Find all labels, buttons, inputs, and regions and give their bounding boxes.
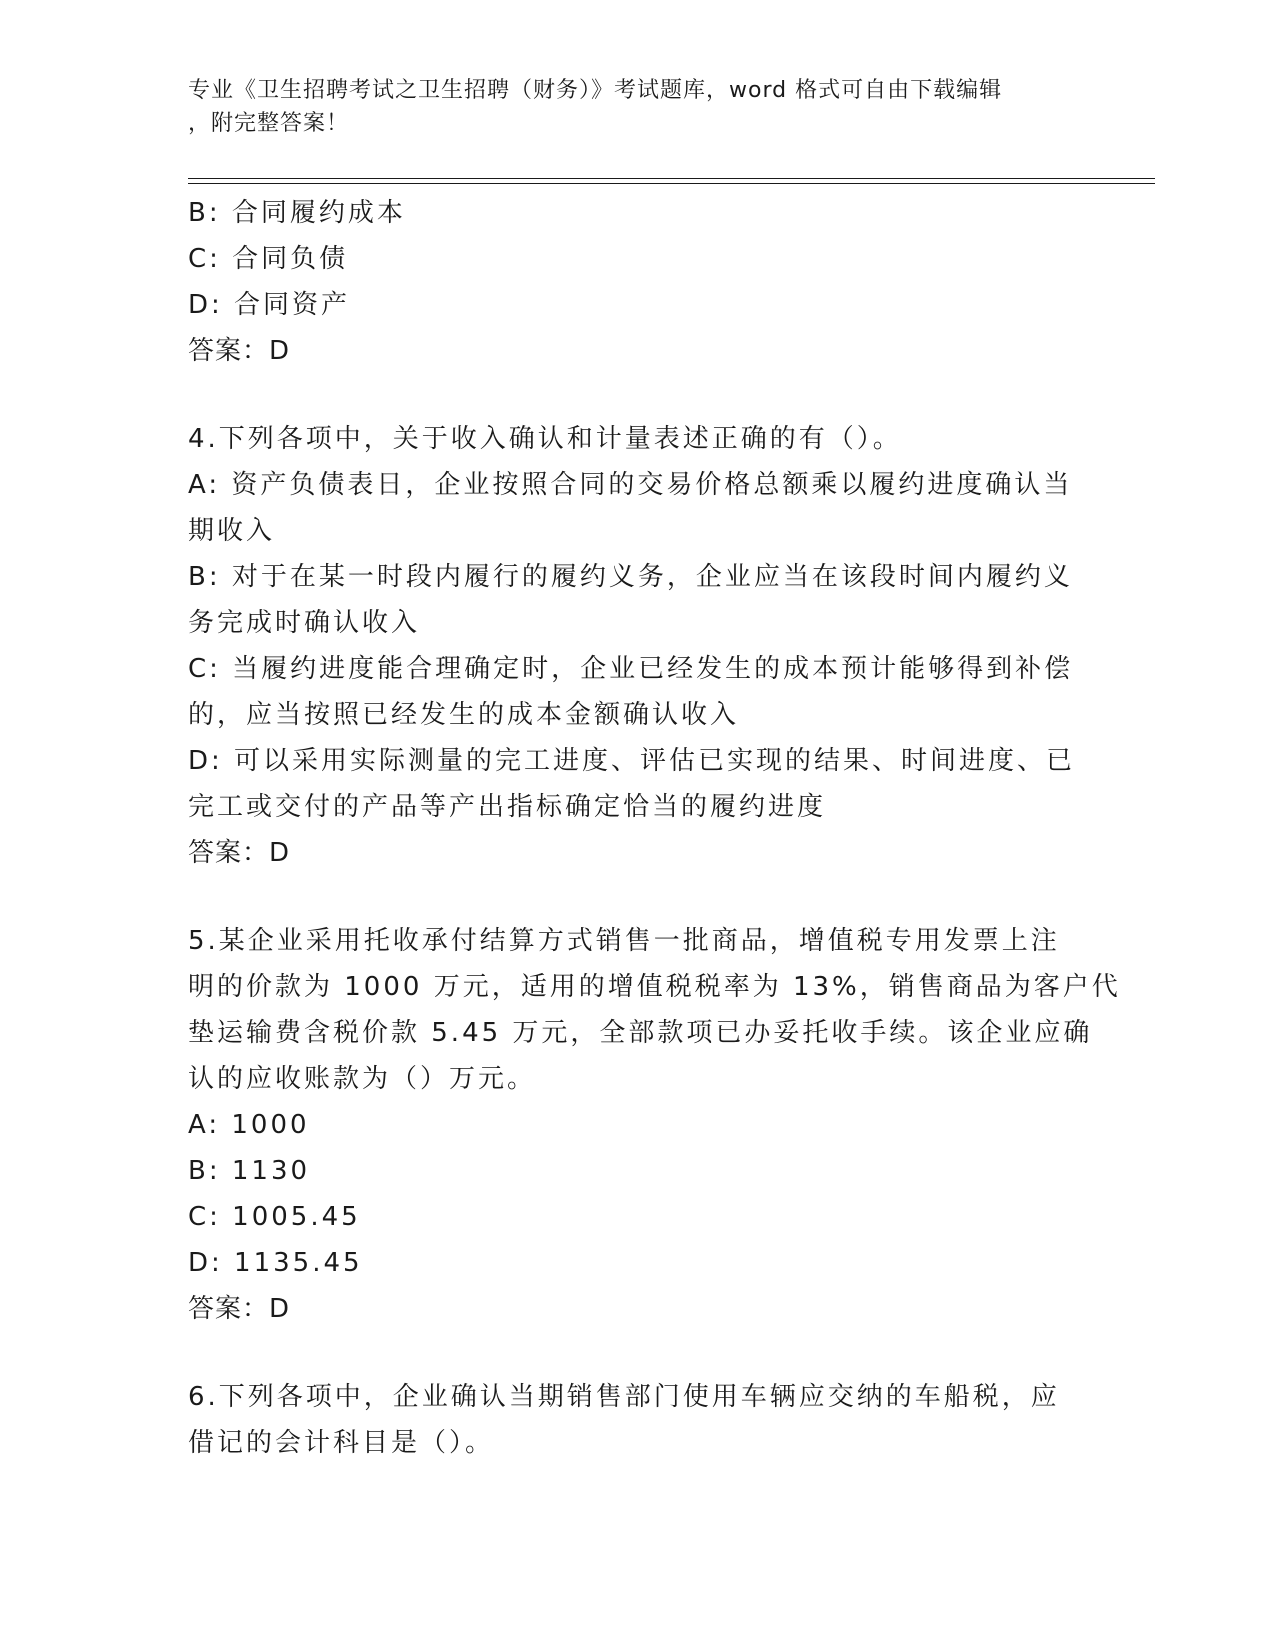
option-b: B: 合同履约成本 [188,198,406,228]
option-a: A: 1000 [188,1110,310,1140]
option-b-cont: 务完成时确认收入 [188,608,421,638]
option-c: C: 1005.45 [188,1202,361,1232]
option-c-cont: 的，应当按照已经发生的成本金额确认收入 [188,700,740,730]
question-4 [188,416,1088,876]
option-d: D: 1135.45 [188,1248,363,1278]
header-divider-top [188,178,1155,179]
question-stem-cont: 垫运输费含税价款 5.45 万元，全部款项已办妥托收手续。该企业应确 [188,1018,1093,1048]
option-a-cont: 期收入 [188,516,276,546]
option-c: C: 合同负债 [188,244,349,274]
option-a: A: 资产负债表日，企业按照合同的交易价格总额乘以履约进度确认当 [188,470,1073,500]
answer-line: 答案：D [188,1294,291,1324]
option-d: D: 合同资产 [188,290,351,320]
question-stem: 4.下列各项中，关于收入确认和计量表述正确的有（）。 [188,424,902,454]
option-d: D: 可以采用实际测量的完工进度、评估已实现的结果、时间进度、已 [188,746,1076,776]
question-stem: 6.下列各项中，企业确认当期销售部门使用车辆应交纳的车船税，应 [188,1382,1060,1412]
question-3 [188,190,1088,374]
question-stem-cont: 明的价款为 1000 万元，适用的增值税税率为 13%，销售商品为客户代 [188,972,1121,1002]
question-stem-cont: 借记的会计科目是（）。 [188,1428,495,1458]
question-6 [188,1374,1088,1466]
header-divider-bottom [188,183,1155,184]
option-c: C: 当履约进度能合理确定时，企业已经发生的成本预计能够得到补偿 [188,654,1074,684]
question-stem-cont: 认的应收账款为（）万元。 [188,1064,537,1094]
option-b: B: 1130 [188,1156,311,1186]
question-5 [188,918,1121,1332]
answer-line: 答案：D [188,838,291,868]
option-d-cont: 完工或交付的产品等产出指标确定恰当的履约进度 [188,792,827,822]
document-header: 专业《卫生招聘考试之卫生招聘（财务）》考试题库，word 格式可自由下载编辑 ，附完整答案！ [188,78,1003,136]
option-b: B: 对于在某一时段内履行的履约义务，企业应当在该段时间内履约义 [188,562,1073,592]
question-stem: 5.某企业采用托收承付结算方式销售一批商品，增值税专用发票上注 [188,926,1060,956]
question-list [188,190,1121,1466]
answer-line: 答案：D [188,336,291,366]
